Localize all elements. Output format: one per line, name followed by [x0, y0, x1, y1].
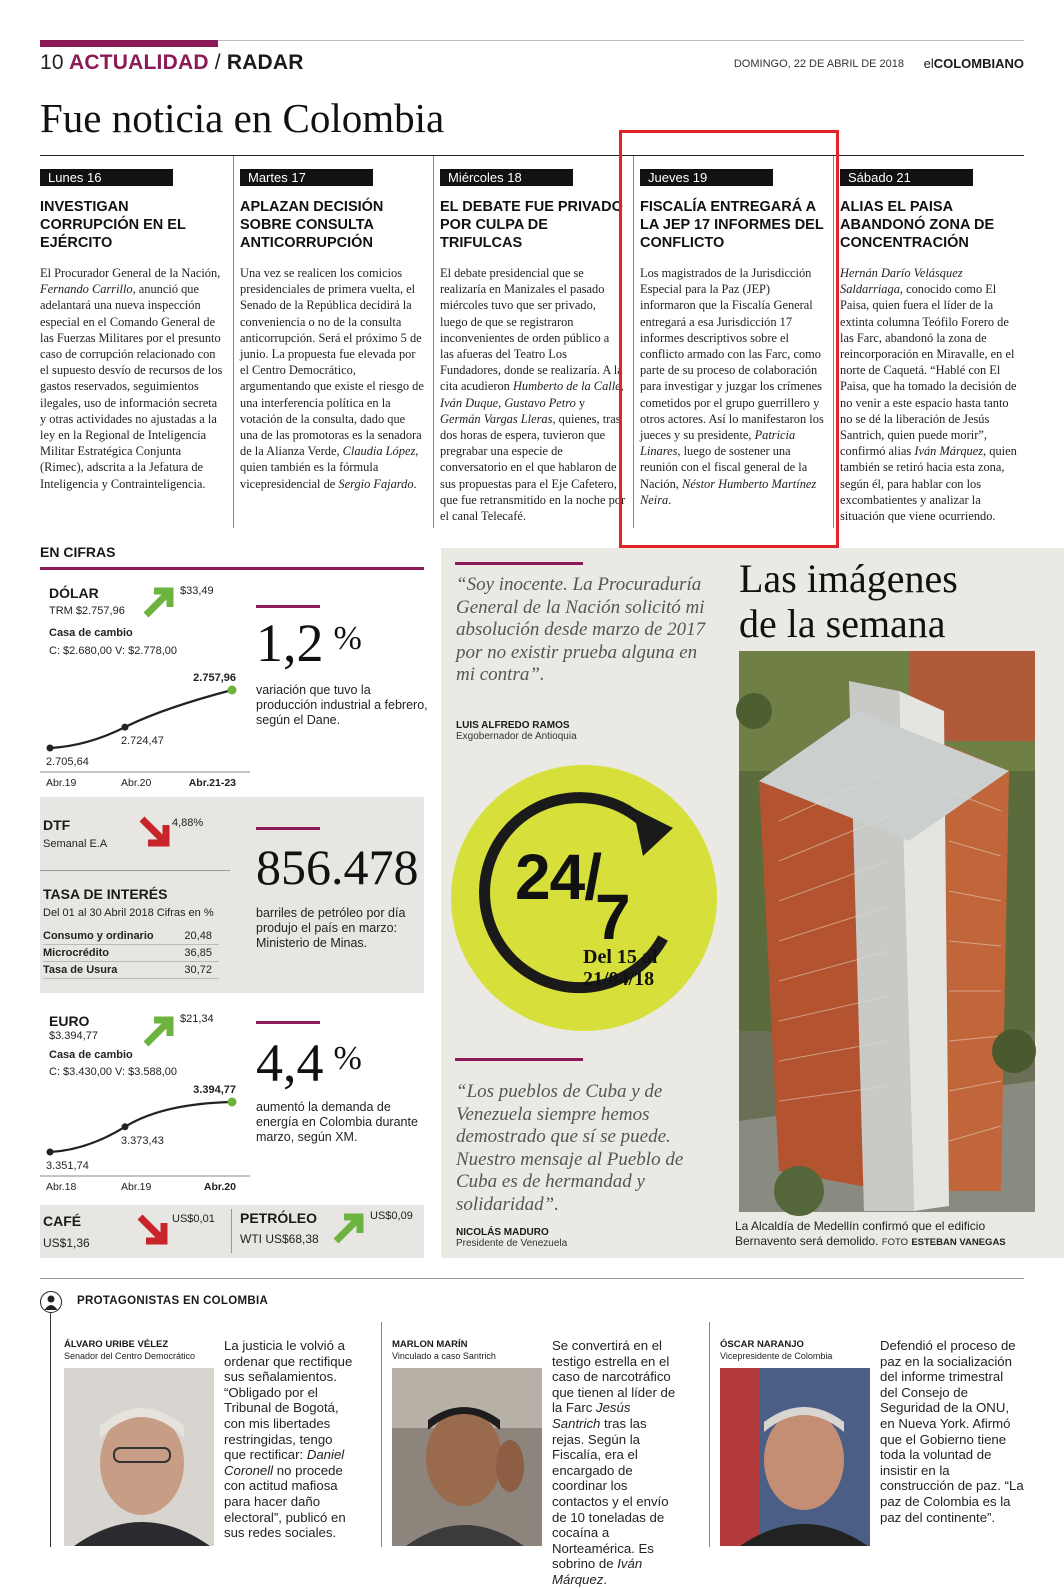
divider [231, 1209, 232, 1253]
arrow-down-icon [136, 813, 174, 851]
rate-name: Consumo y ordinario [43, 928, 174, 945]
news-column [840, 156, 1024, 528]
stat-unit: % [333, 1040, 362, 1077]
italic-name: Sergio Fajardo [338, 476, 414, 491]
euro-line-chart [40, 1082, 250, 1194]
rate-value: 36,85 [174, 945, 219, 962]
stat-description: aumentó la demanda de energía en Colombia durante marzo, según XM. [256, 1100, 418, 1144]
rate-name: Tasa de Usura [43, 962, 174, 979]
dtf-sub: Semanal E.A [43, 838, 108, 850]
stat-description: variación que tuvo la producción industrial a febrero, según el Dane. [256, 683, 428, 727]
quote-author-role: Exgobernador de Antioquia [456, 731, 577, 742]
dolar-trm: TRM $2.757,96 [49, 605, 125, 617]
column-divider [233, 156, 234, 528]
news-body: El Procurador General de la Nación, Fernando Carrillo, anunció que adelantará una nueva inspección especial en el Comando General de las Fuerzas Militares por el presunto caso de corrupción relacionado con el supuesto desvío de recursos de los gastos reservados, seguimientos ilegales, uso de información secreta y otras actividades no ajustadas a la ley en la Regional de Inteligencia Militar Estratégica Conjunta (Rimec), adscrita a la Jefatura de Inteligencia y Contrainteligencia. [40, 266, 223, 491]
data-point [47, 1149, 54, 1156]
stat-rule [256, 1021, 320, 1024]
day-badge: Jueves 19 [640, 169, 773, 186]
petroleo-change: US$0,09 [370, 1210, 413, 1222]
person-role: Senador del Centro Democrático [64, 1351, 196, 1361]
x-tick-label: Abr.19 [121, 1181, 152, 1193]
stat-rule [256, 827, 320, 830]
newspaper-brand [924, 56, 1024, 71]
protagonistas-rule [40, 1278, 1024, 1279]
dolar-casa-label: Casa de cambio [49, 627, 133, 639]
italic-name: Claudia López [342, 444, 416, 459]
section-name: ACTUALIDAD [69, 51, 209, 74]
page-title: Fue noticia en Colombia [40, 95, 445, 141]
stat-unit: % [333, 620, 362, 657]
divider [40, 870, 230, 871]
badge-dates-line2: 21/04/18 [583, 968, 655, 990]
badge-24: 24/ [515, 841, 601, 913]
brand-name: COLOMBIANO [933, 56, 1024, 71]
dolar-compra-venta: C: $2.680,00 V: $2.778,00 [49, 645, 178, 657]
highlight-box [619, 130, 839, 548]
images-title-line: de la semana [739, 601, 946, 646]
data-label: 2.757,96 [193, 672, 236, 684]
stat-value [256, 1032, 362, 1094]
news-headline: FISCALÍA ENTREGARÁ A LA JEP 17 INFORMES DEL CONFLICTO [640, 199, 824, 251]
x-tick-label: Abr.20 [121, 777, 152, 789]
badge-dates-line1: Del 15 al [583, 946, 658, 968]
arrow-up-icon [330, 1209, 368, 1247]
rate-value: 30,72 [174, 962, 219, 979]
x-tick-label: Abr.19 [46, 777, 77, 789]
quote-maduro: “Los pueblos de Cuba y de Venezuela siempre hemos demostrado que sí se puede. Nuestro mensaje al Pueblo de Cuba es de hermandad y solidaridad”. [456, 1081, 684, 1215]
dtf-label: DTF [43, 817, 71, 833]
news-column [40, 156, 226, 528]
news-body: El debate presidencial que se realizaría en Manizales el pasado miércoles tuvo que ser privado, luego de que se registraron inconvenientes de orden público a las afueras del Teatro Los Fundadores, donde se realizaría. A la cita acudieron Humberto de la Calle, Iván Duque, Gustavo Petro y Germán Vargas Lleras, quienes, tras dos horas de espera, tuvieron que pregrabar una especie de conversatorio en el que hablaron de sus propuestas para el Eje Cafetero, que fue retransmitido en la noche por el canal Telecafé. [440, 266, 626, 524]
x-tick-label: Abr.20 [203, 1181, 236, 1193]
protagonistas-title: PROTAGONISTAS EN COLOMBIA [77, 1295, 269, 1307]
quote-author: NICOLÁS MADURO [456, 1227, 549, 1238]
arrow-up-icon [140, 1012, 178, 1050]
marin-photo [392, 1368, 542, 1546]
data-label: 3.394,77 [193, 1084, 236, 1096]
badge-7: 7 [595, 881, 631, 953]
euro-label: EURO [49, 1013, 90, 1029]
data-point [122, 724, 129, 731]
protagonistas-vline [50, 1313, 51, 1547]
person-role: Vinculado a caso Santrich [392, 1351, 496, 1361]
person-text: Defendió el proceso de paz en la socialización del informe trimestral del Consejo de Seguridad de la ONU, en Nueva York. Afirmó que el Gobierno tiene toda la voluntad de insistir en la construcción de paz. “La paz de Colombia es la paz del continente”. [880, 1338, 1024, 1525]
table-row [43, 928, 219, 945]
data-label: 2.724,47 [121, 735, 164, 748]
quote-author-role: Presidente de Venezuela [456, 1238, 568, 1249]
person-name: ÁLVARO URIBE VÉLEZ [64, 1339, 169, 1350]
news-headline: EL DEBATE FUE PRIVADO POR CULPA DE TRIFULCAS [440, 199, 623, 251]
brand-prefix: el [923, 56, 934, 71]
italic-name: Germán Vargas Lleras [440, 411, 553, 426]
dolar-line-chart [40, 670, 250, 790]
table-row [43, 945, 219, 962]
quote-author: LUIS ALFREDO RAMOS [456, 720, 570, 731]
person-text: Se convertirá en el testigo estrella en el caso de narcotráfico que tienen al líder de la Farc Jesús Santrich tras las rejas. Según la Fiscalía, era el encargado de coordinar los contactos y el envío de 10 toneladas de cocaína a Norteamérica. Es sobrino de Iván Márquez. [552, 1338, 676, 1587]
news-body: Una vez se realicen los comicios presidenciales de primera vuelta, el Senado de la República decidirá la conveniencia o no de la consulta anticorrupción. Será el próximo 5 de junio. La propuesta fue elevada por el Centro Democrático, argumentando que existe el riesgo de una interferencia política en la votación de la consulta, dado que una de las promotoras es la senadora de la Alianza Verde, Claudia López, quien también es la fórmula vicepresidencial de Sergio Fajardo. [240, 266, 424, 491]
x-tick-label: Abr.21-23 [188, 777, 236, 789]
euro-casa-label: Casa de cambio [49, 1049, 133, 1061]
italic-name: Patricia Linares [640, 428, 796, 459]
naranjo-photo [720, 1368, 870, 1546]
stat-value [256, 612, 362, 674]
rate-name: Microcrédito [43, 945, 174, 962]
building-photo [739, 651, 1035, 1212]
photo-credit: ESTEBAN VANEGAS [911, 1237, 1006, 1248]
dtf-change: 4,88% [172, 817, 204, 829]
data-point [228, 1098, 237, 1107]
x-tick-label: Abr.18 [46, 1181, 77, 1193]
news-body: Los magistrados de la Jurisdicción Especial para la Paz (JEP) informaron que la Fiscalía General entregará a esa Jurisdicción 17 informes descriptivos sobre el conflicto armado con las Farc, como parte de su proceso de colaboración para investigar y juzgar los crímenes cometidos por el grupo guerrillero y otros actores. Así lo manifestaron los jueces y su presidente, Patricia Linares, luego de sostener una reunión con el fiscal general de la Nación, Néstor Humberto Martínez Neira. [640, 266, 824, 507]
italic-name: Fernando Carrillo [40, 282, 133, 297]
data-point [228, 686, 237, 695]
news-body: Hernán Darío Velásquez Saldarriaga, conocido como El Paisa, quien fuera el líder de la extinta columna Teófilo Forero de las Farc, abandonó la zona de reincorporación en Miravalle, en el norte de Caquetá. “Hablé con El Paisa, que ha tomado la decisión de no venir a este espacio hasta tanto no se dé la liberación de Jesús Santrich, quien puede morir”, confirmó alias Iván Márquez, quien también se retiró hacia esta zona, según él, para hablar con los excombatientes y analizar la situación que viene ocurriendo. [840, 266, 1017, 524]
dolar-label: DÓLAR [49, 585, 99, 601]
section-color-bar [40, 40, 218, 47]
day-badge: Miércoles 18 [440, 169, 573, 186]
day-badge: Sábado 21 [840, 169, 973, 186]
quote-rule [455, 562, 583, 565]
cafe-change: US$0,01 [172, 1213, 215, 1225]
news-column [240, 156, 426, 528]
cafe-value: US$1,36 [43, 1236, 90, 1250]
issue-date: DOMINGO, 22 DE ABRIL DE 2018 [733, 58, 904, 70]
section-header [40, 51, 304, 75]
petroleo-label: PETRÓLEO [240, 1210, 318, 1226]
italic-name: Iván Márquez [552, 1556, 643, 1587]
day-badge: Martes 17 [240, 169, 373, 186]
data-label: 3.373,43 [121, 1134, 164, 1147]
euro-trm: $3.394,77 [49, 1030, 98, 1042]
news-headline: APLAZAN DECISIÓN SOBRE CONSULTA ANTICORRUPCIÓN [240, 199, 384, 251]
cafe-label: CAFÉ [43, 1213, 82, 1229]
person-name: MARLON MARÍN [392, 1339, 468, 1350]
caption-foto-label: FOTO [881, 1237, 908, 1248]
person-text: La justicia le volvió a ordenar que rectifique sus señalamientos. “Obligado por el Tribunal de Bogotá, con mis libertades restringidas, tengo que rectificar: Daniel Coronell no procede con actitud mafiosa para hacer daño electoral”, publicó en sus redes sociales. [224, 1338, 353, 1541]
person-role: Vicepresidente de Colombia [720, 1351, 833, 1361]
data-label: 3.351,74 [46, 1160, 89, 1172]
news-headline: INVESTIGAN CORRUPCIÓN EN EL EJÉRCITO [40, 199, 186, 251]
column-divider [709, 1322, 710, 1547]
cifras-heading: EN CIFRAS [40, 544, 116, 560]
arrow-down-icon [134, 1211, 172, 1249]
stat-value [256, 838, 419, 896]
images-title-line: Las imágenes [739, 556, 958, 601]
data-label: 2.705,64 [46, 756, 89, 768]
uribe-photo [64, 1368, 214, 1546]
data-point [122, 1123, 129, 1130]
news-headline: ALIAS EL PAISA ABANDONÓ ZONA DE CONCENTRACIÓN [840, 199, 995, 251]
italic-name: Hernán Darío Velásquez Saldarriaga [840, 266, 963, 297]
rates-table [43, 928, 219, 979]
images-title [739, 556, 958, 646]
arrow-up-icon [140, 583, 178, 621]
subsection-name: RADAR [226, 51, 304, 74]
euro-change: $21,34 [180, 1013, 214, 1025]
data-point [47, 745, 54, 752]
italic-name: Humberto de la Calle, Iván Duque, Gustavo Petro [440, 379, 624, 410]
stat-number: 4,4 [256, 1033, 324, 1093]
column-divider [433, 156, 434, 528]
photo-caption [735, 1219, 1035, 1250]
italic-name: Jesús Santrich [552, 1400, 631, 1431]
quote-ramos: “Soy inocente. La Procuraduría General de la Nación solicitó mi absolución desde marzo de 2017 por no existir prueba alguna en mi contra”. [456, 574, 706, 685]
tasa-sub: Del 01 al 30 Abril 2018 Cifras en % [43, 907, 214, 919]
stat-rule [256, 605, 320, 608]
rate-value: 20,48 [174, 928, 219, 945]
tasa-label: TASA DE INTERÉS [43, 886, 168, 902]
stat-number: 856.478 [256, 839, 419, 895]
euro-compra-venta: C: $3.430,00 V: $3.588,00 [49, 1066, 178, 1078]
table-row [43, 962, 219, 979]
news-column [440, 156, 626, 528]
italic-name: Néstor Humberto Martínez Neira [640, 476, 817, 507]
stat-description: barriles de petróleo por día produjo el país en marzo: Ministerio de Minas. [256, 906, 406, 950]
column-divider [381, 1322, 382, 1547]
section-separator: / [214, 51, 221, 74]
caption-text: La Alcaldía de Medellín confirmó que el edificio Bernavento será demolido. [735, 1219, 986, 1248]
day-badge: Lunes 16 [40, 169, 173, 186]
person-icon [40, 1291, 62, 1313]
page-number: 10 [40, 51, 64, 74]
person-name: ÓSCAR NARANJO [720, 1339, 804, 1350]
stat-number: 1,2 [256, 613, 324, 673]
italic-name: Daniel Coronell [224, 1447, 345, 1478]
petroleo-value: WTI US$68,38 [240, 1232, 319, 1246]
dolar-change: $33,49 [180, 585, 214, 597]
cifras-rule [40, 567, 424, 570]
quote-rule [455, 1058, 583, 1061]
italic-name: Iván Márquez [914, 444, 984, 459]
